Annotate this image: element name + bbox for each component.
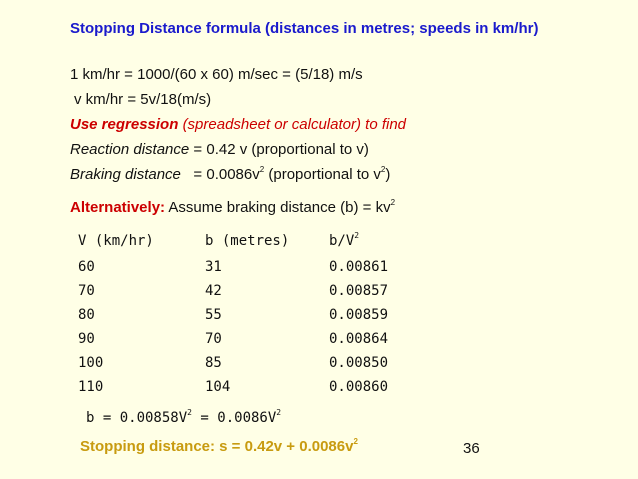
table-row-6-ratio: 0.00860: [329, 379, 389, 395]
alternatively-label: Alternatively:: [70, 199, 166, 216]
page-number: 36: [463, 440, 480, 457]
braking-label: Braking distance: [70, 166, 181, 183]
table-row-3-ratio: 0.00859: [329, 307, 389, 323]
regression-line: [70, 116, 406, 133]
table-row-4-ratio: 0.00864: [329, 331, 389, 347]
result-equation: $b = 0.00858V^2 = 0.0086V^2$: [86, 408, 282, 426]
braking-formula: = $0.0086v^2$ (proportional to $v^2$): [193, 165, 391, 183]
regression-text: (spreadsheet or calculator) to find: [182, 116, 407, 133]
table-row-2-ratio: 0.00857: [329, 283, 389, 299]
reaction-formula: = 0.42 v (proportional to v): [193, 141, 369, 158]
alternatively-line: [70, 199, 395, 216]
reaction-label: Reaction distance: [70, 141, 190, 158]
table-row-1-speed: 60: [78, 259, 95, 275]
table-row-1-braking: 31: [205, 259, 222, 275]
table-row-6-speed: 110: [78, 379, 104, 395]
conversion-line-2: v km/hr = 5v/18(m/s): [74, 91, 212, 108]
table-header-ratio: $b/V^2$: [329, 231, 360, 249]
table-row-6-braking: 104: [205, 379, 231, 395]
table-header-speed: V (km/hr): [78, 233, 154, 249]
table-row-5-speed: 100: [78, 355, 104, 371]
slide-title: Stopping Distance formula (distances in metres; speeds in km/hr): [70, 20, 539, 37]
table-row-2-braking: 42: [205, 283, 222, 299]
table-row-3-speed: 80: [78, 307, 95, 323]
table-row-5-ratio: 0.00850: [329, 355, 389, 371]
alternatively-text: Assume braking distance $(b) = kv^2$: [168, 198, 396, 216]
table-row-5-braking: 85: [205, 355, 222, 371]
table-header-braking: b (metres): [205, 233, 290, 249]
braking-line: [70, 166, 390, 183]
table-row-1-ratio: 0.00861: [329, 259, 389, 275]
regression-label: Use regression: [70, 116, 179, 133]
stopping-distance-formula: Stopping distance: $s = 0.42v + 0.0086v^2$: [80, 437, 358, 455]
table-row-3-braking: 55: [205, 307, 222, 323]
reaction-line: [70, 141, 369, 158]
table-row-4-braking: 70: [205, 331, 222, 347]
conversion-line-1: 1 km/hr = 1000/(60 x 60) m/sec = (5/18) m/s: [70, 66, 363, 83]
table-row-4-speed: 90: [78, 331, 95, 347]
table-row-2-speed: 70: [78, 283, 95, 299]
